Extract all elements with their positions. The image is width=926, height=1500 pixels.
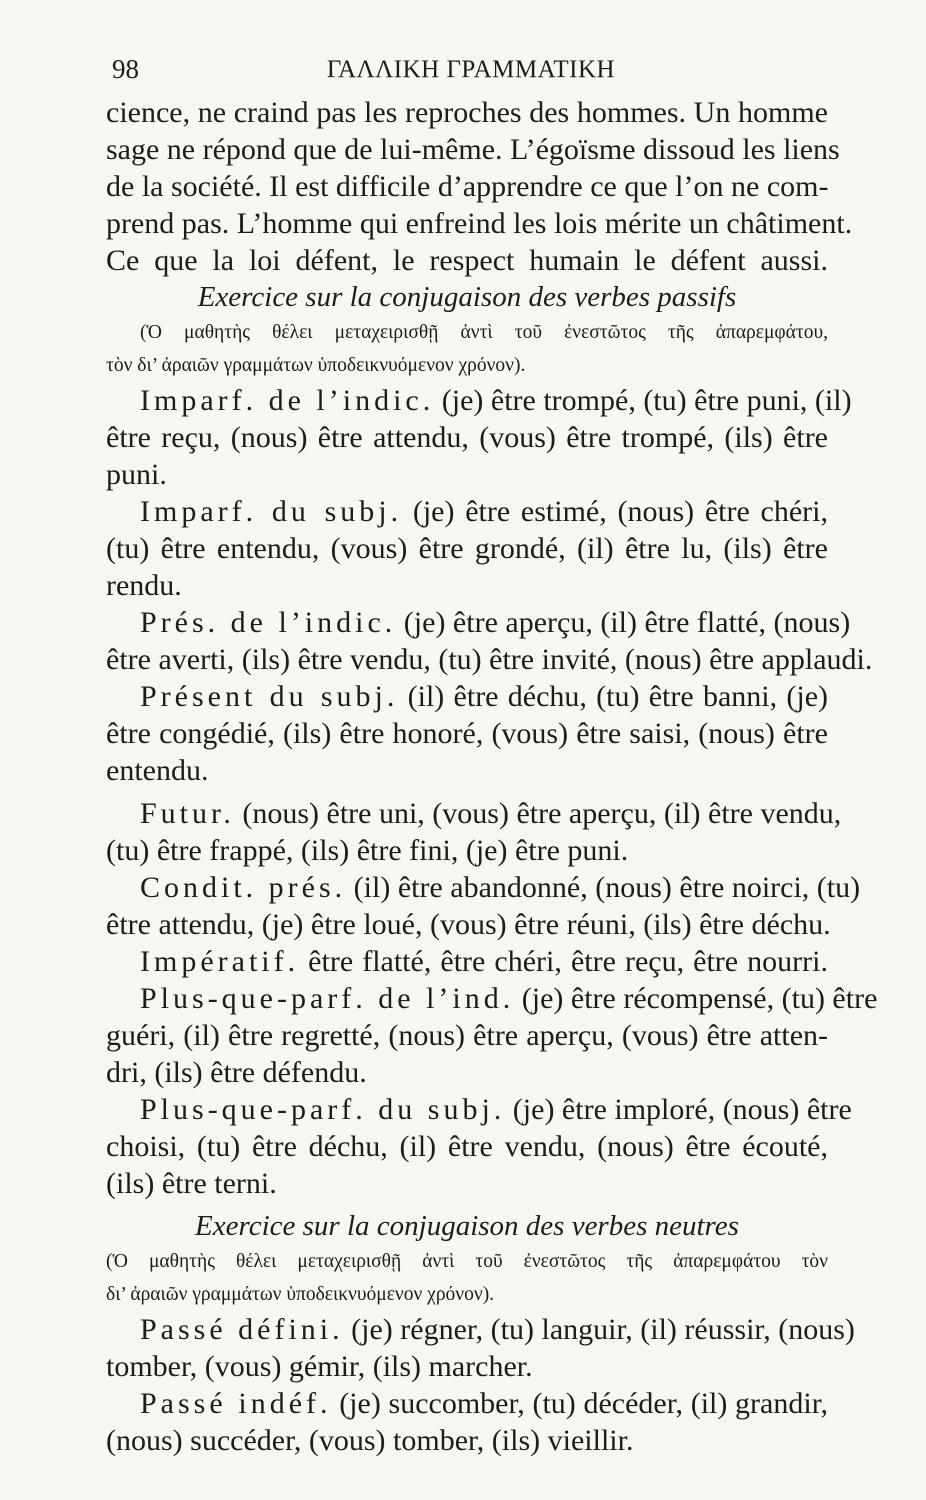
greek-instruction-line: (Ὁ μαθητὴς θέλει μεταχειρισθῇ ἀντὶ τοῦ ἐνεστῶτος τῆς ἀπαρεμφάτου τὸν: [106, 1251, 828, 1272]
paragraph-text: (je) être récompensé, (tu) être: [514, 982, 878, 1015]
greek-instruction-line: τὸν δι’ ἀραιῶν γραμμάτων ὑποδεικνυόμενον χρόνον).: [106, 355, 526, 376]
paragraph-text: (je) être trompé, (tu) être puni, (il): [434, 384, 852, 417]
greek-instruction-line: (Ὁ μαθητὴς θέλει μεταχειρισθῇ ἀντὶ τοῦ ἐνεστῶτος τῆς ἀπαρεμφάτου,: [140, 322, 828, 343]
paragraph-line: être averti, (ils) être vendu, (tu) être invité, (nous) être applaudi.: [106, 643, 873, 676]
paragraph-line: (ils) être terni.: [106, 1167, 277, 1200]
tense-label: Plus-que-parf. de l’ind.: [140, 982, 515, 1015]
paragraph-line: [106, 604, 851, 641]
paragraph-text: être flatté, être chéri, être reçu, être nourri.: [299, 945, 828, 978]
page-number: 98: [112, 54, 139, 84]
paragraph-line: dri, (ils) être défendu.: [106, 1056, 367, 1089]
tense-label: Passé défini.: [140, 1313, 344, 1346]
paragraph-line: [106, 493, 828, 530]
text-line: prend pas. L’homme qui enfreind les lois mérite un châtiment.: [106, 207, 853, 240]
paragraph-text: (je) être imploré, (nous) être: [505, 1093, 852, 1126]
tense-label: Imparf. de l’indic.: [140, 384, 435, 417]
paragraph-line: [106, 678, 828, 715]
paragraph-line: puni.: [106, 458, 167, 491]
paragraph-text: (je) être aperçu, (il) être flatté, (nous): [396, 606, 851, 639]
paragraph-text: (nous) être uni, (vous) être aperçu, (il) être vendu,: [234, 797, 842, 830]
tense-label: Impératif.: [140, 945, 300, 978]
paragraph-line: tomber, (vous) gémir, (ils) marcher.: [106, 1350, 533, 1383]
greek-instruction-line: δι’ ἀραιῶν γραμμάτων ὑποδεικνυόμενον χρόνον).: [106, 1284, 495, 1305]
tense-label: Présent du subj.: [140, 680, 399, 713]
paragraph-text: (je) régner, (tu) languir, (il) réussir, (nous): [343, 1313, 855, 1346]
paragraph-line: [106, 1385, 828, 1422]
paragraph-line: être reçu, (nous) être attendu, (vous) être trompé, (ils) être: [106, 421, 828, 454]
paragraph-line: [106, 980, 878, 1017]
paragraph-line: [106, 869, 861, 906]
paragraph-text: (il) être abandonné, (nous) être noirci, (tu): [346, 871, 861, 904]
paragraph-line: [106, 795, 842, 832]
paragraph-line: (tu) être entendu, (vous) être grondé, (il) être lu, (ils) être: [106, 532, 828, 565]
section-heading-passifs: Exercice sur la conjugaison des verbes passifs: [197, 281, 737, 313]
paragraph-line: être congédié, (ils) être honoré, (vous) être saisi, (nous) être: [106, 717, 828, 750]
section-heading-neutres: Exercice sur la conjugaison des verbes neutres: [195, 1210, 739, 1242]
text-line: Ce que la loi défent, le respect humain le défent aussi.: [106, 244, 828, 277]
text-line: sage ne répond que de lui-même. L’égoïsme dissoud les liens: [106, 133, 840, 166]
paragraph-line: rendu.: [106, 569, 182, 602]
text-line: cience, ne craind pas les reproches des hommes. Un homme: [106, 96, 828, 129]
paragraph-line: choisi, (tu) être déchu, (il) être vendu, (nous) être écouté,: [106, 1130, 828, 1163]
paragraph-line: guéri, (il) être regretté, (nous) être aperçu, (vous) être atten-: [106, 1019, 828, 1052]
paragraph-line: (nous) succéder, (vous) tomber, (ils) vieillir.: [106, 1424, 634, 1457]
tense-label: Condit. prés.: [140, 871, 347, 904]
paragraph-text: (je) être estimé, (nous) être chéri,: [402, 495, 828, 528]
page-header: [112, 54, 830, 94]
tense-label: Futur.: [140, 797, 235, 830]
tense-label: Passé indéf.: [140, 1387, 332, 1420]
paragraph-line: être attendu, (je) être loué, (vous) être réuni, (ils) être déchu.: [106, 908, 831, 941]
tense-label: Plus-que-parf. du subj.: [140, 1093, 506, 1126]
paragraph-line: entendu.: [106, 754, 209, 787]
paragraph-line: [106, 1311, 855, 1348]
paragraph-text: (je) succomber, (tu) décéder, (il) grandir,: [331, 1387, 828, 1420]
tense-label: Prés. de l’indic.: [140, 606, 397, 639]
paragraph-line: [106, 1091, 852, 1128]
tense-label: Imparf. du subj.: [140, 495, 403, 528]
running-title: ΓΑΛΛΙΚΗ ΓΡΑΜΜΑΤΙΚΗ: [326, 56, 616, 83]
paragraph-text: (il) être déchu, (tu) être banni, (je): [398, 680, 828, 713]
paragraph-line: [106, 943, 828, 980]
body-text: [106, 94, 878, 1459]
text-line: de la société. Il est difficile d’apprendre ce que l’on ne com-: [106, 170, 829, 203]
paragraph-line: [106, 382, 852, 419]
paragraph-line: (tu) être frappé, (ils) être fini, (je) être puni.: [106, 834, 629, 867]
